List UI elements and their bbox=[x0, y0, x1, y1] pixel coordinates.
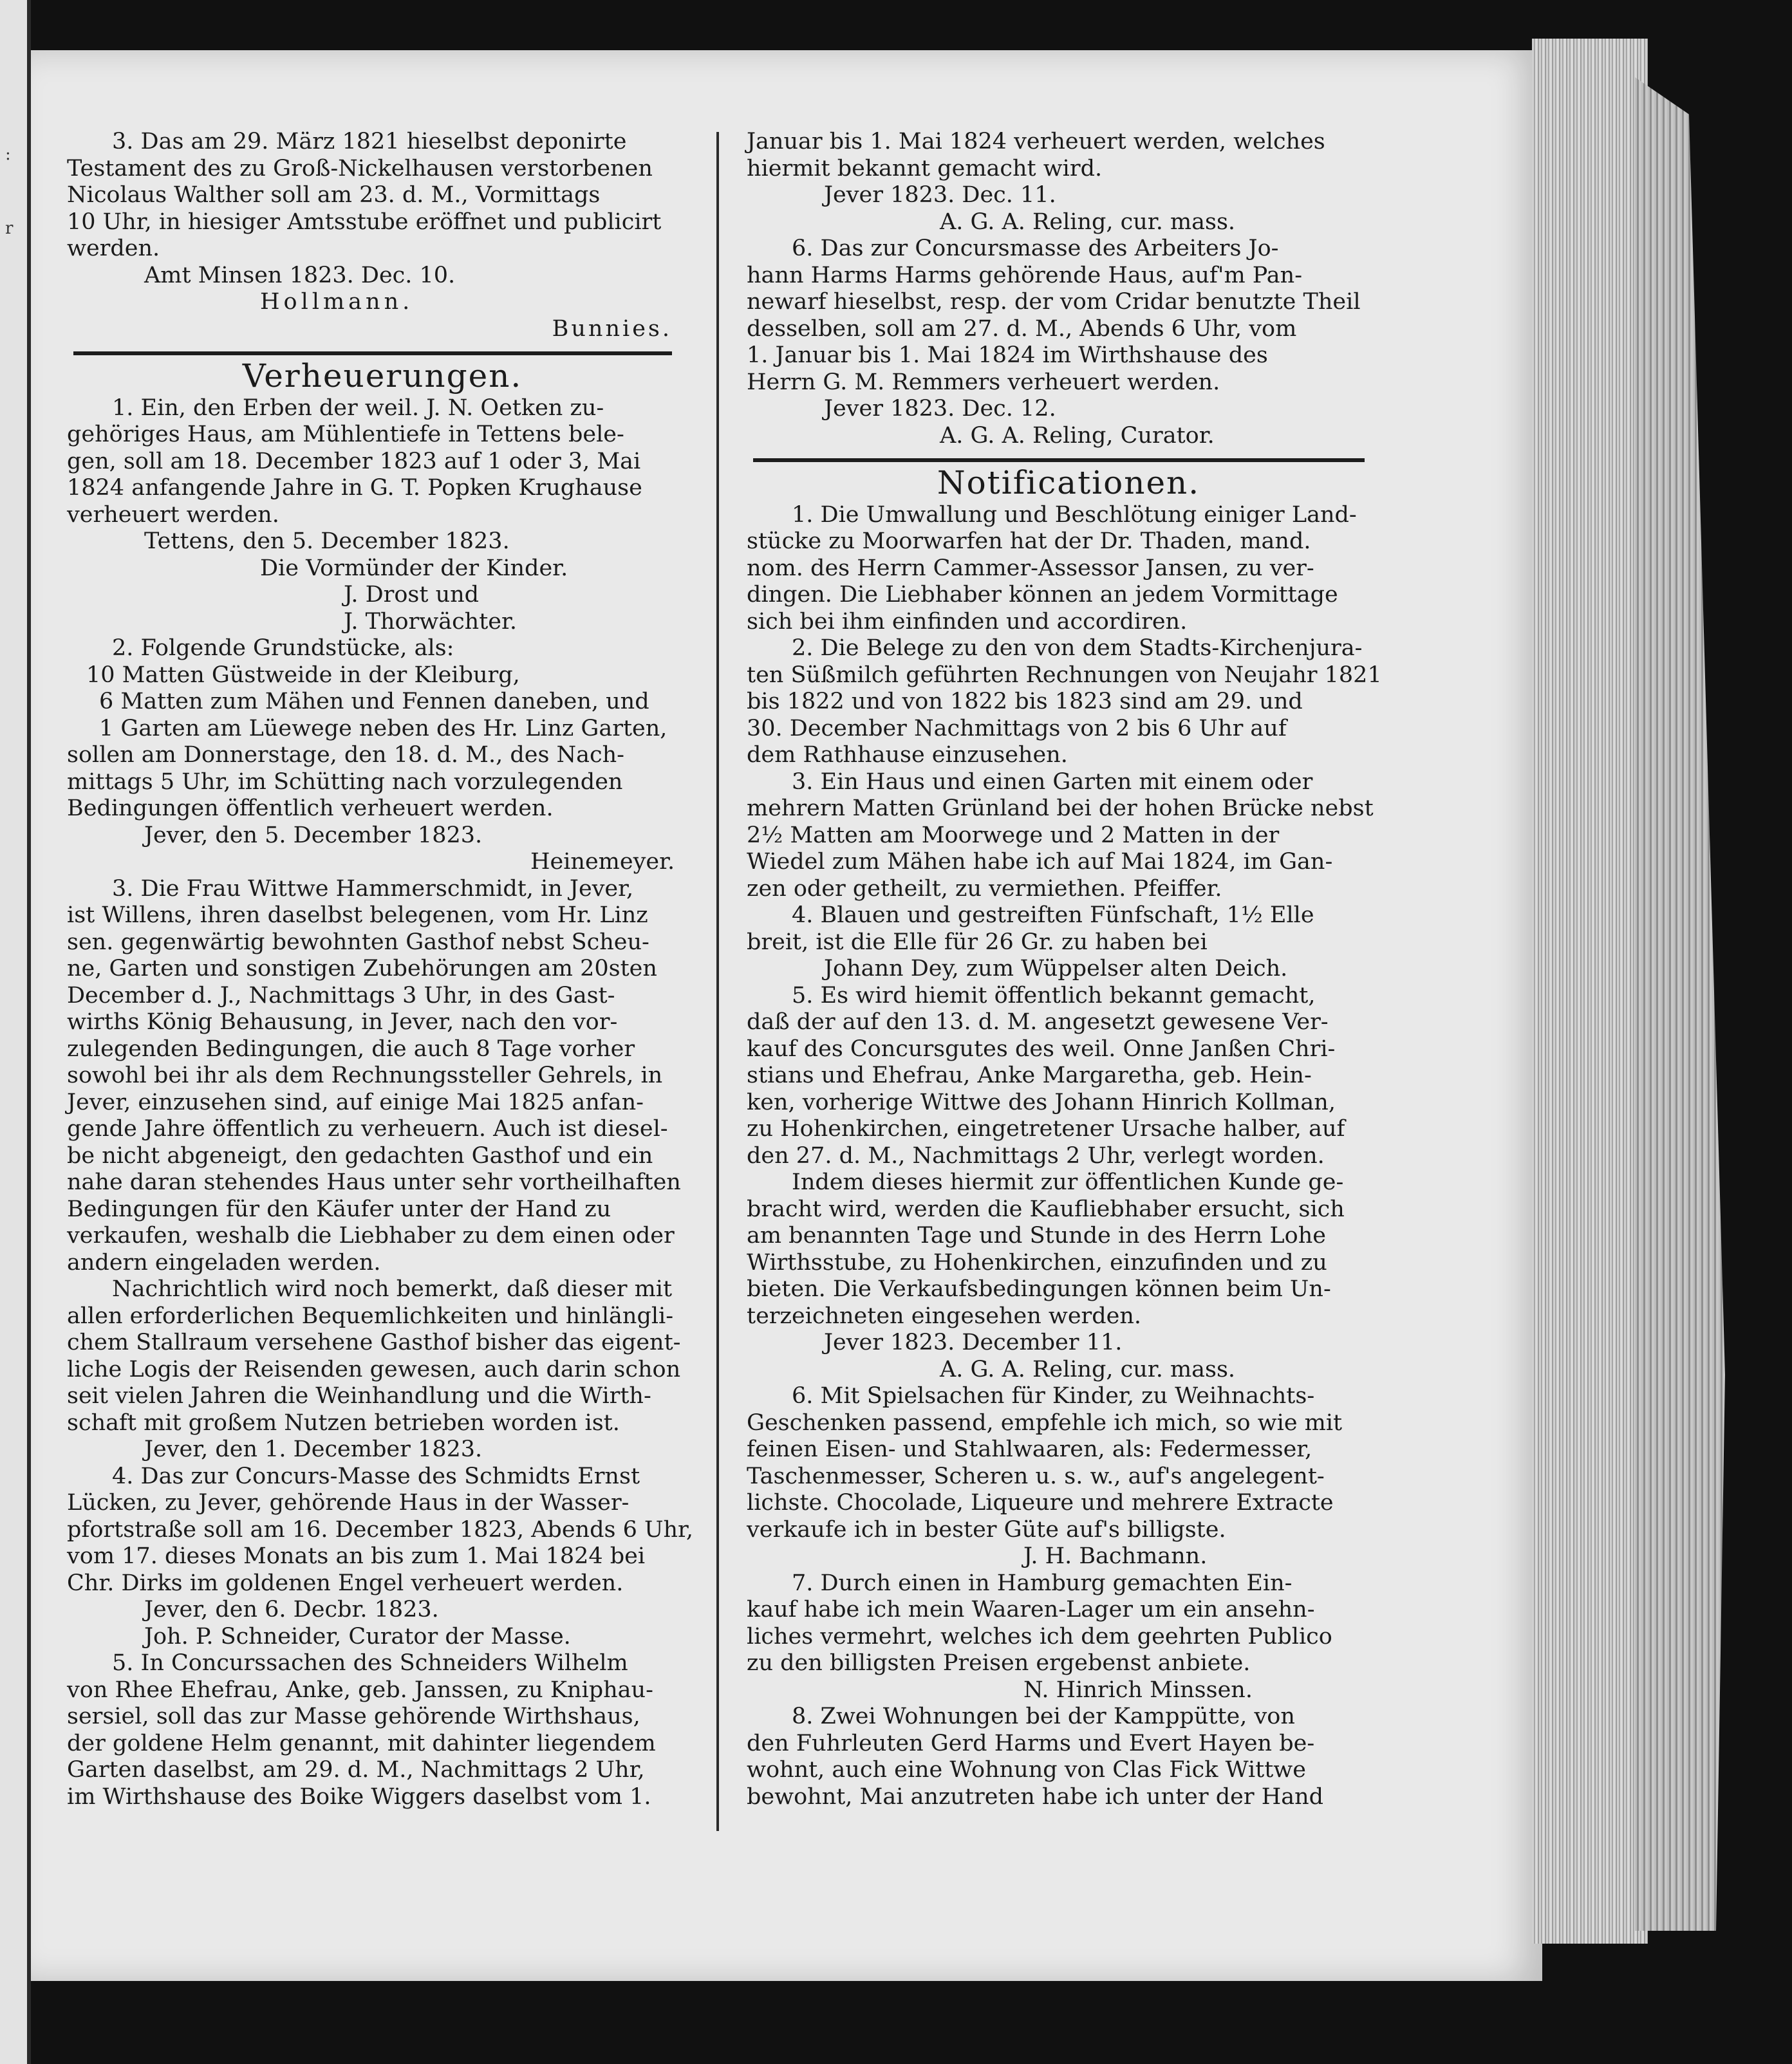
text-line: Jever, einzusehen sind, auf einige Mai 1825 anfan- bbox=[67, 1089, 644, 1115]
text-line: ne, Garten und sonstigen Zubehörungen am 20sten bbox=[67, 956, 657, 981]
text-line: andern eingeladen werden. bbox=[67, 1249, 381, 1276]
signature: Heinemeyer. bbox=[530, 849, 675, 875]
signature: Joh. P. Schneider, Curator der Masse. bbox=[144, 1623, 571, 1650]
notice-testament bbox=[67, 129, 698, 342]
text-line: zu Hohenkirchen, eingetretener Ursache halber, auf bbox=[747, 1116, 1345, 1142]
text-line: bieten. Die Verkaufsbedingungen können beim Un- bbox=[747, 1276, 1331, 1302]
text-line: Nachrichtlich wird noch bemerkt, daß dieser mit bbox=[112, 1276, 673, 1302]
text-line: Wiedel zum Mähen habe ich auf Mai 1824, im Gan- bbox=[747, 849, 1333, 875]
text-line: 7. Durch einen in Hamburg gemachten Ein- bbox=[792, 1570, 1293, 1596]
text-line: stücke zu Moorwarfen hat der Dr. Thaden, mand. bbox=[747, 528, 1311, 554]
notification-8 bbox=[747, 1704, 1390, 1810]
text-line: daß der auf den 13. d. M. angesetzt gewesene Ver- bbox=[747, 1009, 1329, 1035]
text-line: 2. Die Belege zu den von dem Stadts-Kirchenjura- bbox=[792, 635, 1363, 661]
notice-continuation bbox=[747, 129, 1390, 236]
signature: Bunnies. bbox=[552, 315, 672, 342]
text-line: Taschenmesser, Scheren u. s. w., auf's angelegent- bbox=[747, 1463, 1325, 1489]
signature: Hollmann. bbox=[260, 289, 414, 315]
signature: J. Drost und bbox=[344, 582, 480, 608]
place-date: Jever 1823. December 11. bbox=[824, 1330, 1123, 1355]
text-line: Indem dieses hiermit zur öffentlichen Kunde ge- bbox=[792, 1169, 1344, 1195]
signature: Die Vormünder der Kinder. bbox=[260, 555, 568, 581]
notification-6 bbox=[747, 1383, 1390, 1570]
text-line: nahe daran stehendes Haus unter sehr vortheilhaften bbox=[67, 1169, 681, 1195]
text-line: gende Jahre öffentlich zu verheuern. Auch ist diesel- bbox=[67, 1116, 668, 1142]
previous-page-edge bbox=[0, 0, 31, 2064]
notice-verheuerung-1 bbox=[67, 395, 698, 636]
place-date: Jever, den 1. December 1823. bbox=[144, 1436, 483, 1462]
text-line: hann Harms Harms gehörende Haus, auf'm Pan- bbox=[747, 262, 1303, 288]
text-line: sen. gegenwärtig bewohnten Gasthof nebst Scheu- bbox=[67, 929, 649, 955]
section-heading: Notificationen. bbox=[937, 464, 1200, 501]
notification-2 bbox=[747, 635, 1390, 769]
text-line: zu den billigsten Preisen ergebenst anbiete. bbox=[747, 1650, 1251, 1676]
text-line: 6. Das zur Concursmasse des Arbeiters Jo- bbox=[792, 236, 1279, 261]
text-line: bewohnt, Mai anzutreten habe ich unter der Hand bbox=[747, 1783, 1324, 1810]
text-line: von Rhee Ehefrau, Anke, geb. Janssen, zu Kniphau- bbox=[67, 1677, 653, 1703]
text-line: 5. Es wird hiemit öffentlich bekannt gemacht, bbox=[792, 982, 1316, 1009]
notification-4 bbox=[747, 902, 1390, 983]
text-line: gehöriges Haus, am Mühlentiefe in Tettens bele- bbox=[67, 422, 624, 447]
notification-3 bbox=[747, 769, 1390, 903]
text-line: chem Stallraum versehene Gasthof bisher das eigent- bbox=[67, 1330, 681, 1355]
notification-7 bbox=[747, 1570, 1390, 1704]
text-line: 6. Mit Spielsachen für Kinder, zu Weihnachts- bbox=[792, 1383, 1315, 1409]
place-date: Tettens, den 5. December 1823. bbox=[144, 528, 510, 554]
text-line: 3. Die Frau Wittwe Hammerschmidt, in Jever, bbox=[112, 875, 634, 902]
text-line: seit vielen Jahren die Weinhandlung und die Wirth- bbox=[67, 1383, 651, 1409]
text-line: verkaufen, weshalb die Liebhaber zu dem einen oder bbox=[67, 1223, 675, 1249]
text-line: Wirthsstube, zu Hohenkirchen, einzufinden und zu bbox=[747, 1249, 1327, 1276]
text-line: Nicolaus Walther soll am 23. d. M., Vormittags bbox=[67, 182, 601, 208]
text-line: Lücken, zu Jever, gehörende Haus in der Wasser- bbox=[67, 1490, 630, 1516]
signature: J. Thorwächter. bbox=[344, 608, 518, 635]
text-line: 1. Die Umwallung und Beschlötung einiger Land- bbox=[792, 501, 1357, 528]
signature: A. G. A. Reling, cur. mass. bbox=[940, 1356, 1236, 1382]
text-line: 10 Matten Güstweide in der Kleiburg, bbox=[86, 662, 520, 688]
text-line: desselben, soll am 27. d. M., Abends 6 Uhr, vom bbox=[747, 315, 1297, 342]
text-line: liche Logis der Reisenden gewesen, auch darin schon bbox=[67, 1356, 681, 1382]
page-stack-edges bbox=[1532, 39, 1648, 1944]
text-line: 2½ Matten am Moorwege und 2 Matten in der bbox=[747, 822, 1280, 848]
section-rule bbox=[753, 458, 1365, 462]
text-line: breit, ist die Elle für 26 Gr. zu haben bei bbox=[747, 929, 1208, 955]
text-line: terzeichneten eingesehen werden. bbox=[747, 1303, 1142, 1329]
text-line: im Wirthshause des Boike Wiggers daselbst vom 1. bbox=[67, 1783, 651, 1810]
text-line: allen erforderlichen Bequemlichkeiten und hinlängli- bbox=[67, 1303, 674, 1329]
text-line: 5. In Concurssachen des Schneiders Wilhelm bbox=[112, 1650, 628, 1676]
text-line: lichste. Chocolade, Liqueure und mehrere Extracte bbox=[747, 1490, 1334, 1516]
text-line: sersiel, soll das zur Masse gehörende Wirthshaus, bbox=[67, 1704, 640, 1729]
text-line: 1 Garten am Lüewege neben des Hr. Linz Garten, bbox=[99, 715, 667, 741]
text-line: zen oder getheilt, zu vermiethen. Pfeiffer. bbox=[747, 875, 1222, 902]
text-line: 1. Ein, den Erben der weil. J. N. Oetken zu- bbox=[112, 395, 604, 421]
text-line: kauf habe ich mein Waaren-Lager um ein ansehn- bbox=[747, 1597, 1315, 1622]
text-line: dem Rathhause einzusehen. bbox=[747, 742, 1068, 768]
text-line: am benannten Tage und Stunde in des Herrn Lohe bbox=[747, 1223, 1326, 1249]
notice-verheuerung-5 bbox=[67, 1650, 698, 1810]
text-line: wirths König Behausung, in Jever, nach den vor- bbox=[67, 1009, 618, 1035]
place-date: Jever 1823. Dec. 11. bbox=[824, 182, 1056, 208]
text-line: feinen Eisen- und Stahlwaaren, als: Federmesser, bbox=[747, 1436, 1312, 1462]
text-line: 3. Das am 29. März 1821 hieselbst deponirte bbox=[112, 129, 627, 154]
text-line: 10 Uhr, in hiesiger Amtsstube eröffnet und publicirt bbox=[67, 209, 662, 235]
text-line: newarf hieselbst, resp. der vom Cridar benutzte Theil bbox=[747, 289, 1361, 315]
text-line: 30. December Nachmittags von 2 bis 6 Uhr auf bbox=[747, 715, 1287, 741]
section-rule bbox=[73, 351, 672, 355]
text-line: 6 Matten zum Mähen und Fennen daneben, und bbox=[99, 689, 649, 714]
text-line: kauf des Concursgutes des weil. Onne Janßen Chri- bbox=[747, 1036, 1336, 1062]
text-line: Januar bis 1. Mai 1824 verheuert werden, welches bbox=[747, 129, 1325, 154]
text-line: liches vermehrt, welches ich dem geehrten Publico bbox=[747, 1623, 1332, 1650]
place-date: Amt Minsen 1823. Dec. 10. bbox=[144, 262, 456, 288]
left-column bbox=[67, 129, 698, 1810]
signature: A. G. A. Reling, cur. mass. bbox=[940, 209, 1236, 235]
notice-verheuerung-3 bbox=[67, 876, 698, 1464]
text-line: Bedingungen für den Käufer unter der Hand zu bbox=[67, 1196, 611, 1222]
text-line: Testament des zu Groß-Nickelhausen verstorbenen bbox=[67, 155, 653, 181]
signature: J. H. Bachmann. bbox=[1023, 1543, 1208, 1569]
notification-1 bbox=[747, 502, 1390, 636]
text-line: 2. Folgende Grundstücke, als: bbox=[112, 635, 454, 661]
right-column bbox=[747, 129, 1390, 1810]
place-date: Jever, den 6. Decbr. 1823. bbox=[144, 1597, 439, 1622]
text-line: wohnt, auch eine Wohnung von Clas Fick Wittwe bbox=[747, 1757, 1306, 1783]
text-line: Herrn G. M. Remmers verheuert werden. bbox=[747, 369, 1220, 395]
text-line: sollen am Donnerstage, den 18. d. M., des Nach- bbox=[67, 742, 625, 768]
place-date: Jever, den 5. December 1823. bbox=[144, 822, 483, 848]
column-divider bbox=[716, 132, 719, 1831]
text-line: ist Willens, ihren daselbst belegenen, vom Hr. Linz bbox=[67, 902, 648, 928]
text-line: 3. Ein Haus und einen Garten mit einem oder bbox=[792, 768, 1313, 795]
text-line: Garten daselbst, am 29. d. M., Nachmittags 2 Uhr, bbox=[67, 1757, 645, 1783]
text-line: Chr. Dirks im goldenen Engel verheuert werden. bbox=[67, 1570, 624, 1596]
margin-mark: : bbox=[5, 145, 11, 164]
text-line: Johann Dey, zum Wüppelser alten Deich. bbox=[824, 956, 1288, 981]
page-stack-outer bbox=[1635, 77, 1725, 1931]
text-line: schaft mit großem Nutzen betrieben worden ist. bbox=[67, 1409, 620, 1436]
text-line: zulegenden Bedingungen, die auch 8 Tage vorher bbox=[67, 1036, 635, 1062]
signature: A. G. A. Reling, Curator. bbox=[940, 422, 1215, 449]
text-line: dingen. Die Liebhaber können an jedem Vormittage bbox=[747, 582, 1338, 608]
notice-verheuerung-6 bbox=[747, 236, 1390, 449]
text-line: 1. Januar bis 1. Mai 1824 im Wirthshause des bbox=[747, 342, 1268, 368]
text-line: der goldene Helm genannt, mit dahinter liegendem bbox=[67, 1730, 656, 1756]
text-line: den 27. d. M., Nachmittags 2 Uhr, verlegt worden. bbox=[747, 1142, 1325, 1169]
text-line: sich bei ihm einfinden und accordiren. bbox=[747, 608, 1188, 635]
text-line: bracht wird, werden die Kaufliebhaber ersucht, sich bbox=[747, 1196, 1345, 1222]
notice-verheuerung-4 bbox=[67, 1464, 698, 1651]
text-line: 4. Blauen und gestreiften Fünfschaft, 1½ Elle bbox=[792, 902, 1314, 928]
section-heading: Verheuerungen. bbox=[242, 357, 523, 395]
text-line: den Fuhrleuten Gerd Harms und Evert Hayen be- bbox=[747, 1730, 1315, 1756]
text-line: stians und Ehefrau, Anke Margaretha, geb. Hein- bbox=[747, 1063, 1312, 1088]
text-line: ken, vorherige Wittwe des Johann Hinrich Kollman, bbox=[747, 1089, 1336, 1115]
text-line: Bedingungen öffentlich verheuert werden. bbox=[67, 795, 554, 821]
text-line: be nicht abgeneigt, den gedachten Gasthof und ein bbox=[67, 1142, 653, 1169]
text-line: hiermit bekannt gemacht wird. bbox=[747, 155, 1103, 181]
text-line: werden. bbox=[67, 236, 160, 261]
text-line: verkaufe ich in bester Güte auf's billigste. bbox=[747, 1516, 1226, 1543]
text-line: sowohl bei ihr als dem Rechnungssteller Gehrels, in bbox=[67, 1063, 663, 1088]
text-line: 4. Das zur Concurs-Masse des Schmidts Ernst bbox=[112, 1463, 640, 1489]
place-date: Jever 1823. Dec. 12. bbox=[824, 396, 1056, 422]
text-line: nom. des Herrn Cammer-Assessor Jansen, zu ver- bbox=[747, 555, 1314, 581]
text-line: December d. J., Nachmittags 3 Uhr, in des Gast- bbox=[67, 982, 615, 1009]
text-line: vom 17. dieses Monats an bis zum 1. Mai 1824 bei bbox=[67, 1543, 646, 1569]
text-line: pfortstraße soll am 16. December 1823, Abends 6 Uhr, bbox=[67, 1516, 694, 1543]
text-line: Geschenken passend, empfehle ich mich, so wie mit bbox=[747, 1409, 1343, 1436]
text-line: gen, soll am 18. December 1823 auf 1 oder 3, Mai bbox=[67, 448, 641, 474]
notification-5 bbox=[747, 983, 1390, 1384]
notice-verheuerung-2 bbox=[67, 635, 698, 876]
text-line: verheuert werden. bbox=[67, 501, 279, 528]
text-line: ten Süßmilch geführten Rechnungen von Neujahr 1821 bbox=[747, 662, 1382, 688]
margin-mark: r bbox=[5, 219, 14, 238]
text-line: 1824 anfangende Jahre in G. T. Popken Krughause bbox=[67, 475, 642, 501]
text-line: mittags 5 Uhr, im Schütting nach vorzulegenden bbox=[67, 768, 623, 795]
text-line: 8. Zwei Wohnungen bei der Kamppütte, von bbox=[792, 1704, 1295, 1729]
text-line: bis 1822 und von 1822 bis 1823 sind am 29. und bbox=[747, 689, 1303, 714]
signature: N. Hinrich Minssen. bbox=[1023, 1677, 1253, 1703]
text-line: mehrern Matten Grünland bei der hohen Brücke nebst bbox=[747, 795, 1374, 821]
